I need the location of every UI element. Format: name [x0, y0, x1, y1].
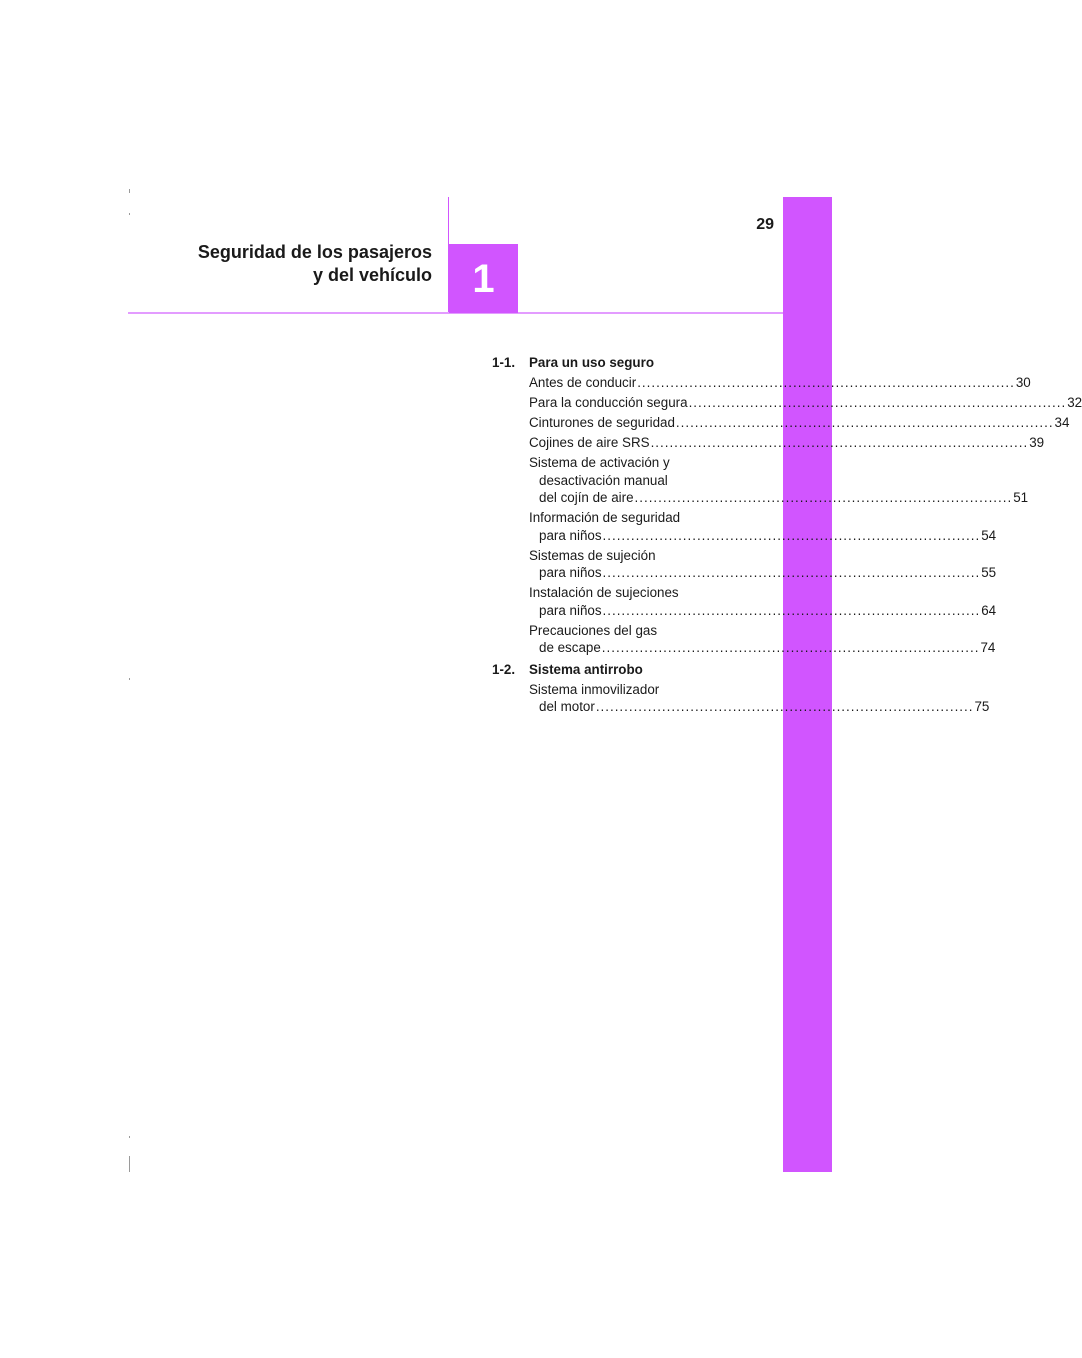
dot-leader: ................................................................................ [688, 395, 1067, 410]
toc-entry-page: 51 [1013, 490, 1029, 505]
toc-entry[interactable] [529, 509, 997, 544]
dot-leader: ................................................................................ [650, 435, 1029, 450]
dot-leader: ................................................................................ [602, 602, 981, 618]
crop-mark [129, 189, 130, 193]
toc-entry-page: 54 [981, 527, 997, 543]
toc-section-title: Para un uso seguro [529, 355, 655, 370]
toc-section [492, 354, 1082, 657]
toc-entry-text: Sistema de activación y [529, 455, 670, 470]
toc-entry[interactable] [529, 622, 996, 657]
table-of-contents [492, 354, 1082, 720]
toc-entry-text: Información de seguridad [529, 510, 681, 525]
crop-mark [129, 678, 130, 680]
toc-entry-text: Sistemas de sujeción [529, 547, 656, 563]
dot-leader: ................................................................................ [602, 565, 981, 580]
toc-entry-text: para niños [539, 527, 602, 543]
toc-entry[interactable] [529, 414, 1070, 432]
toc-entry-text: del motor [539, 699, 595, 714]
crop-mark [129, 1156, 130, 1172]
dot-leader: ................................................................................ [595, 699, 974, 714]
toc-entry-text: de escape [539, 640, 601, 655]
toc-entry-page: 55 [981, 565, 997, 580]
toc-entry-text: Para la conducción segura [529, 395, 688, 410]
toc-entry-page: 64 [981, 602, 997, 618]
toc-section-heading[interactable] [492, 661, 742, 679]
toc-entry[interactable] [529, 394, 1082, 412]
dot-leader: ................................................................................ [637, 375, 1015, 390]
toc-entry-text: del cojín de aire [539, 490, 634, 505]
dot-leader: ................................................................................ [601, 640, 980, 655]
toc-entry-text: Cinturones de seguridad [529, 415, 675, 430]
toc-entry-text: para niños [539, 565, 602, 580]
toc-entry-text: Sistema inmovilizador [529, 681, 660, 697]
chapter-side-tab [783, 197, 832, 1172]
crop-mark [129, 1136, 130, 1138]
chapter-number: 1 [472, 256, 495, 301]
toc-entry[interactable] [529, 681, 990, 716]
chapter-title [160, 241, 432, 287]
toc-entry-page: 34 [1054, 415, 1070, 430]
toc-entry-page: 32 [1067, 395, 1082, 410]
toc-entry-text: Precauciones del gas [529, 622, 658, 638]
chapter-title-line: y del vehículo [312, 265, 432, 285]
dot-leader: ................................................................................ [675, 415, 1054, 430]
toc-section-heading[interactable] [492, 354, 742, 372]
toc-entry[interactable] [529, 547, 997, 582]
toc-entry[interactable] [529, 454, 1029, 507]
chapter-number-box [449, 244, 518, 313]
toc-section-title: Sistema antirrobo [529, 661, 643, 677]
dot-leader: ................................................................................ [602, 527, 981, 543]
toc-entry[interactable] [529, 374, 1031, 392]
toc-section [492, 661, 990, 716]
toc-entry[interactable] [529, 434, 1045, 452]
chapter-title-line: Seguridad de los pasajeros [197, 242, 432, 262]
toc-section-number: 1-1. [492, 355, 516, 370]
crop-mark [129, 213, 130, 215]
toc-entry-text: desactivación manual [539, 472, 668, 488]
page-number: 29 [756, 216, 774, 233]
toc-entry-text: Cojines de aire SRS [529, 435, 650, 450]
dot-leader: ................................................................................ [634, 490, 1013, 505]
toc-entry-text: para niños [539, 602, 602, 618]
toc-section-number: 1-2. [492, 661, 516, 677]
toc-entry-text: Instalación de sujeciones [529, 585, 679, 600]
toc-entry-page: 39 [1029, 435, 1045, 450]
toc-entry-page: 75 [974, 699, 990, 714]
toc-entry-page: 30 [1015, 375, 1031, 390]
toc-entry-text: Antes de conducir [529, 375, 637, 390]
toc-entry-page: 74 [980, 640, 996, 655]
toc-entry[interactable] [529, 584, 997, 619]
